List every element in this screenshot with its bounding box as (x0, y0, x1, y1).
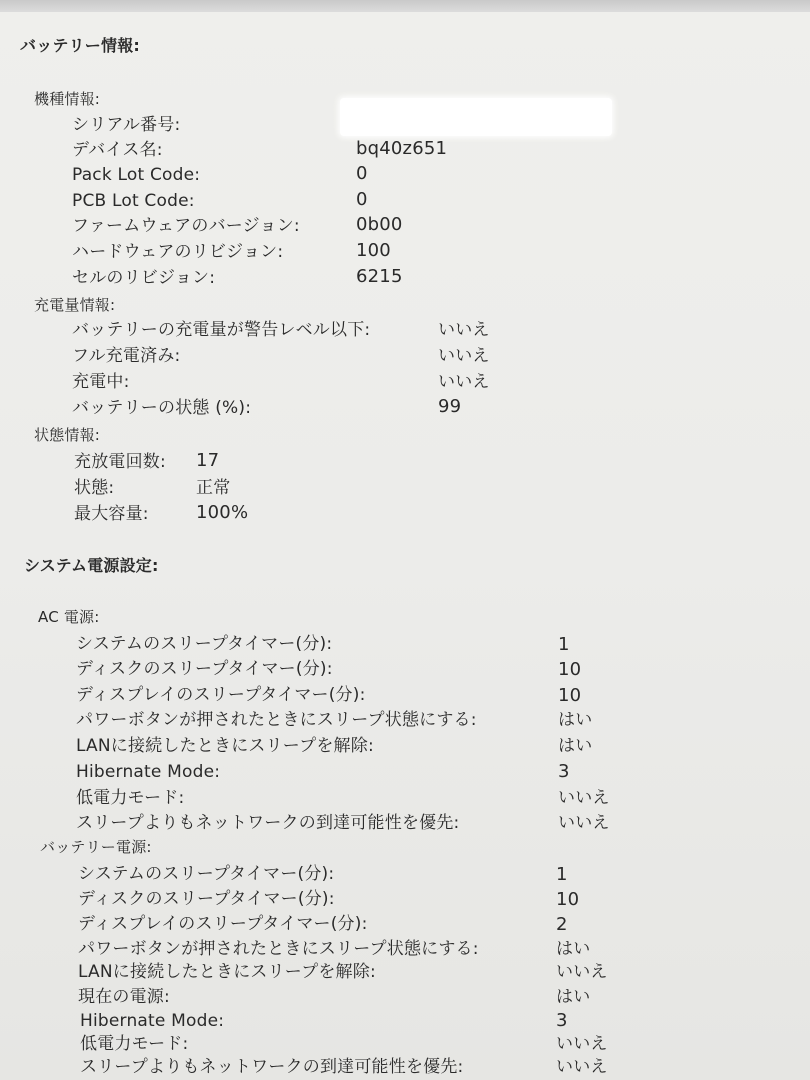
battery-info-title: バッテリー情報: (20, 36, 140, 55)
cycle-count-value: 17 (196, 450, 220, 471)
bat-hibernate-mode-label: Hibernate Mode: (80, 1011, 225, 1031)
battery-health-value: 99 (438, 396, 462, 417)
bat-power-button-sleep-value: はい (556, 939, 591, 959)
bat-system-sleep-label: システムのスリープタイマー(分): (78, 864, 335, 884)
window-top-edge (0, 0, 810, 12)
charge-info-heading: 充電量情報: (34, 296, 116, 314)
serial-number-label: シリアル番号: (72, 115, 181, 135)
device-name-label: デバイス名: (72, 140, 163, 160)
bat-low-power-mode-value: いいえ (556, 1034, 608, 1054)
serial-number-redaction (340, 98, 612, 136)
ac-network-priority-value: いいえ (558, 813, 610, 833)
cycle-count-label: 充放電回数: (74, 452, 166, 472)
pcb-lot-code-value: 0 (356, 189, 368, 210)
bat-network-priority-label: スリープよりもネットワークの到達可能性を優先: (80, 1057, 464, 1077)
ac-hibernate-mode-label: Hibernate Mode: (76, 762, 221, 782)
ac-network-priority-label: スリープよりもネットワークの到達可能性を優先: (76, 813, 460, 833)
firmware-version-label: ファームウェアのバージョン: (72, 216, 300, 236)
ac-low-power-mode-label: 低電力モード: (76, 788, 185, 808)
battery-health-label: バッテリーの状態 (%): (72, 398, 252, 418)
pcb-lot-code-label: PCB Lot Code: (72, 191, 195, 211)
bat-system-sleep-value: 1 (556, 864, 568, 885)
power-settings-title: システム電源設定: (24, 556, 159, 575)
max-capacity-value: 100% (196, 502, 249, 523)
ac-power-button-sleep-label: パワーボタンが押されたときにスリープ状態にする: (76, 710, 477, 730)
ac-wake-on-lan-label: LANに接続したときにスリープを解除: (76, 736, 374, 756)
bat-hibernate-mode-value: 3 (556, 1010, 568, 1031)
bat-wake-on-lan-label: LANに接続したときにスリープを解除: (78, 962, 376, 982)
bat-display-sleep-label: ディスプレイのスリープタイマー(分): (78, 914, 368, 934)
bat-current-power-source-value: はい (556, 987, 591, 1007)
firmware-version-value: 0b00 (356, 214, 403, 235)
hardware-revision-label: ハードウェアのリビジョン: (72, 242, 284, 262)
charge-warning-label: バッテリーの充電量が警告レベル以下: (72, 320, 371, 340)
ac-display-sleep-label: ディスプレイのスリープタイマー(分): (76, 685, 366, 705)
bat-low-power-mode-label: 低電力モード: (80, 1034, 189, 1054)
fully-charged-value: いいえ (438, 346, 490, 366)
battery-power-heading: バッテリー電源: (40, 838, 152, 856)
condition-value: 正常 (196, 478, 231, 498)
ac-low-power-mode-value: いいえ (558, 788, 610, 808)
ac-display-sleep-value: 10 (558, 685, 582, 706)
condition-label: 状態: (74, 478, 115, 498)
ac-wake-on-lan-value: はい (558, 736, 593, 756)
bat-network-priority-value: いいえ (556, 1057, 608, 1077)
cell-revision-value: 6215 (356, 266, 403, 287)
ac-power-heading: AC 電源: (38, 608, 100, 626)
charging-value: いいえ (438, 372, 490, 392)
ac-hibernate-mode-value: 3 (558, 761, 570, 782)
bat-wake-on-lan-value: いいえ (556, 962, 608, 982)
bat-power-button-sleep-label: パワーボタンが押されたときにスリープ状態にする: (78, 939, 479, 959)
bat-disk-sleep-value: 10 (556, 889, 580, 910)
device-name-value: bq40z651 (356, 138, 448, 159)
status-info-heading: 状態情報: (34, 426, 101, 444)
fully-charged-label: フル充電済み: (72, 346, 181, 366)
bat-current-power-source-label: 現在の電源: (78, 987, 170, 1007)
pack-lot-code-label: Pack Lot Code: (72, 165, 201, 185)
ac-disk-sleep-label: ディスクのスリープタイマー(分): (76, 659, 333, 679)
ac-system-sleep-label: システムのスリープタイマー(分): (76, 634, 333, 654)
charging-label: 充電中: (72, 372, 130, 392)
ac-disk-sleep-value: 10 (558, 659, 582, 680)
bat-display-sleep-value: 2 (556, 914, 568, 935)
hardware-revision-value: 100 (356, 240, 391, 261)
pack-lot-code-value: 0 (356, 163, 368, 184)
ac-power-button-sleep-value: はい (558, 710, 593, 730)
bat-disk-sleep-label: ディスクのスリープタイマー(分): (78, 889, 335, 909)
charge-warning-value: いいえ (438, 320, 490, 340)
ac-system-sleep-value: 1 (558, 634, 570, 655)
cell-revision-label: セルのリビジョン: (72, 268, 216, 288)
max-capacity-label: 最大容量: (74, 504, 149, 524)
model-info-heading: 機種情報: (34, 90, 101, 108)
